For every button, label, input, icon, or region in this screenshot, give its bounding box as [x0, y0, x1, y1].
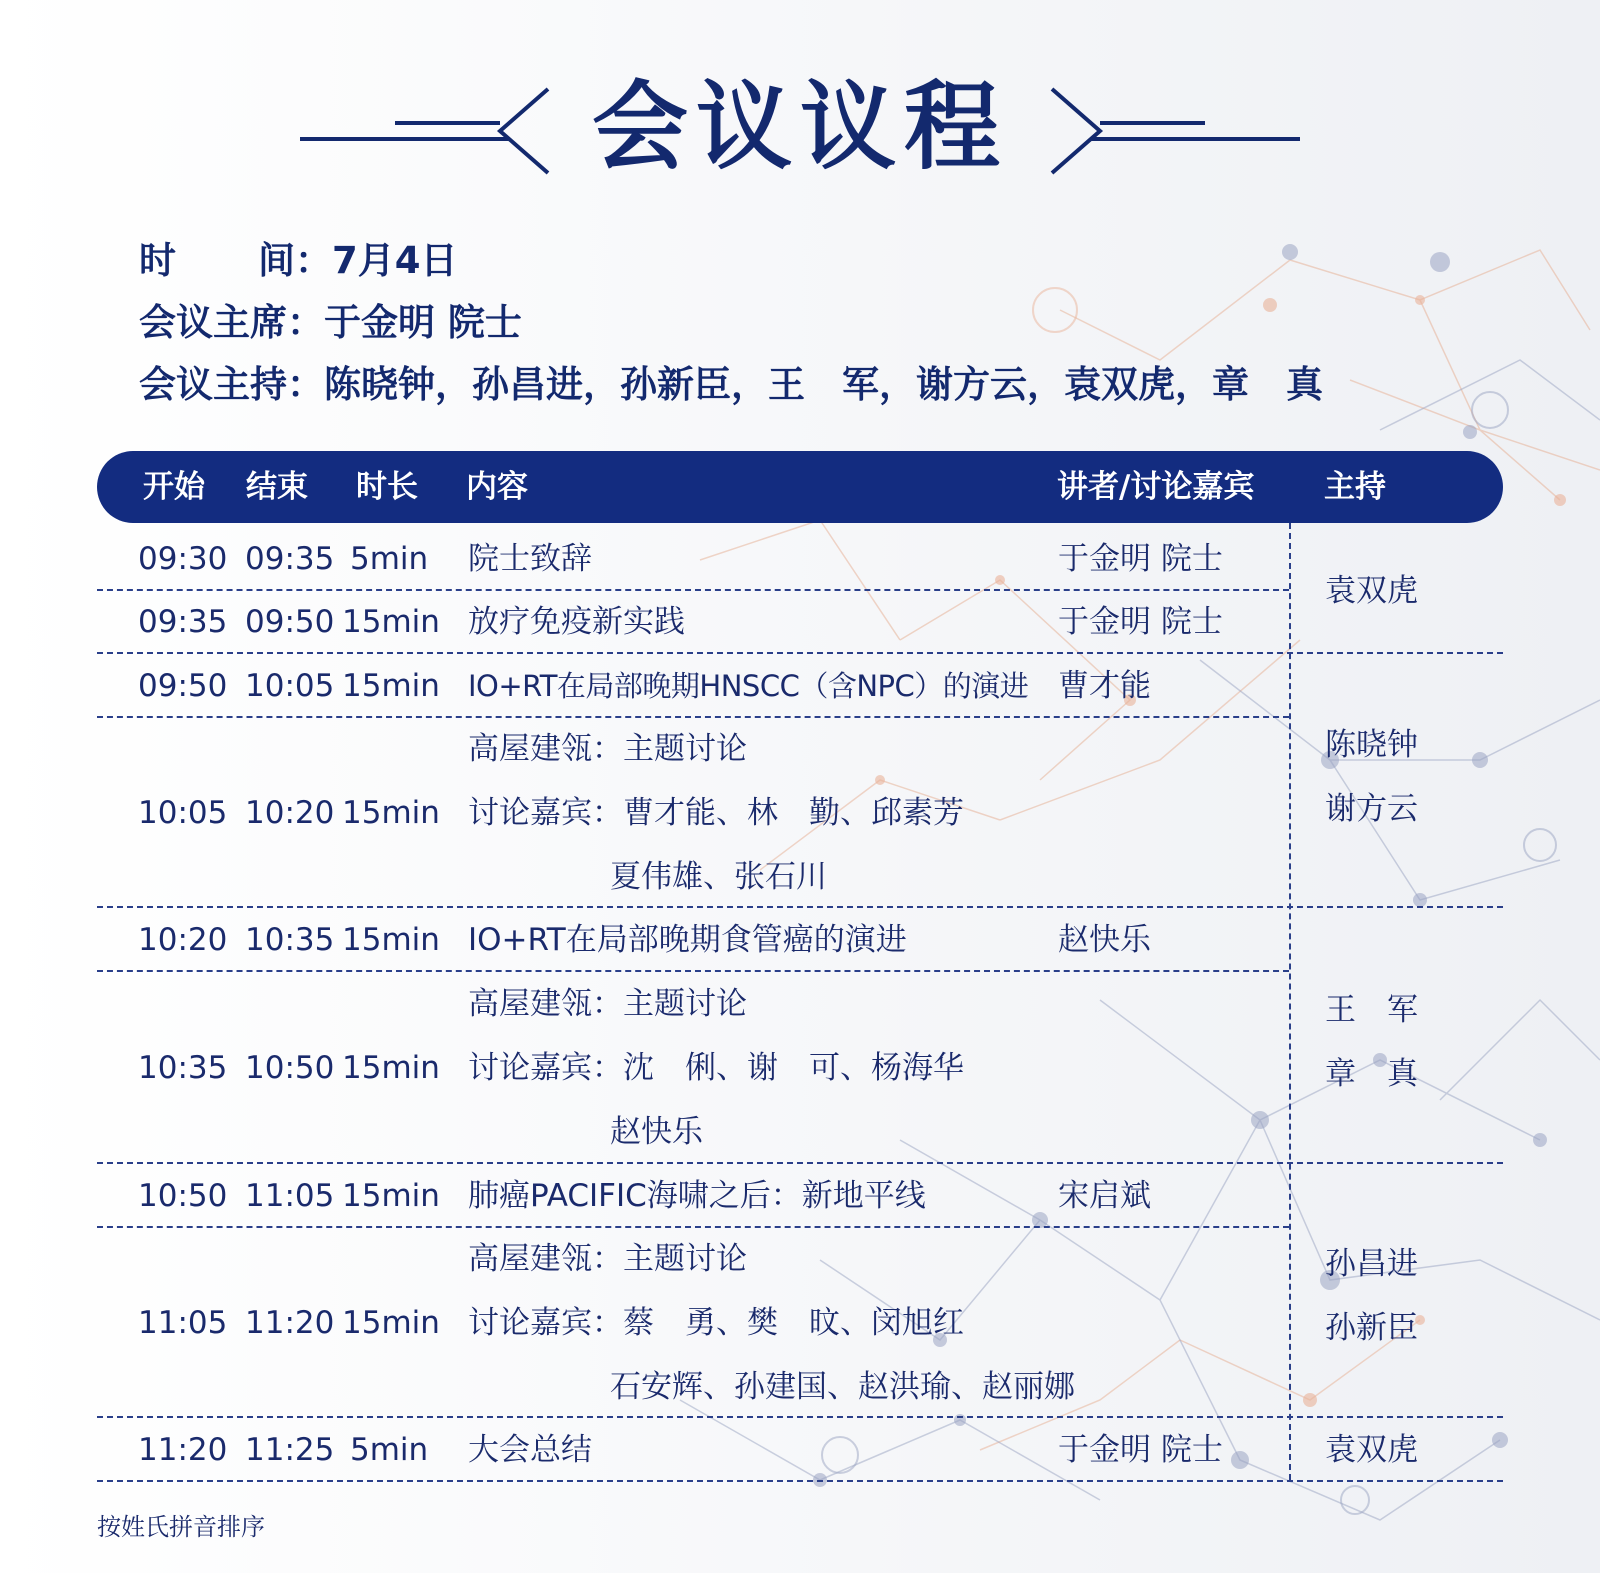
time-value: 7月4日 [332, 239, 458, 282]
footnote: 按姓氏拼音排序 [97, 1513, 265, 1541]
row-divider [97, 716, 1289, 718]
row-divider [97, 1162, 1503, 1164]
row2-start: 09:35 [138, 604, 228, 640]
row3-duration: 15min [342, 668, 440, 704]
row-divider [97, 1416, 1503, 1418]
info-hosts [139, 362, 1323, 408]
row6-end: 10:50 [245, 1050, 335, 1086]
header-content: 内容 [466, 469, 528, 505]
row5-end: 10:35 [245, 922, 335, 958]
info-chair [139, 300, 522, 346]
host-group3-name2: 章 真 [1325, 1056, 1418, 1092]
host-group2-name2: 谢方云 [1325, 791, 1418, 827]
host-group5-name1: 袁双虎 [1325, 1432, 1418, 1468]
row8-duration: 15min [342, 1305, 440, 1341]
row3-content: IO+RT在局部晚期HNSCC（含NPC）的演进 [468, 669, 1029, 703]
row9-content: 大会总结 [468, 1432, 592, 1468]
row-divider [97, 652, 1503, 654]
row1-duration: 5min [350, 541, 429, 577]
row7-duration: 15min [342, 1178, 440, 1214]
row8-end: 11:20 [245, 1305, 335, 1341]
row6-content-line2: 讨论嘉宾：沈 俐、谢 可、杨海华 [468, 1050, 964, 1086]
row2-speaker: 于金明 院士 [1058, 604, 1223, 640]
row4-content-line2: 讨论嘉宾：曹才能、林 勤、邱素芳 [468, 795, 964, 831]
row7-content: 肺癌PACIFIC海啸之后：新地平线 [468, 1178, 926, 1214]
row4-content-line3: 夏伟雄、张石川 [610, 859, 827, 895]
chair-label: 会议主席： [139, 301, 324, 344]
row-divider [97, 589, 1289, 591]
row5-content: IO+RT在局部晚期食管癌的演进 [468, 922, 907, 958]
row4-content-line1: 高屋建瓴：主题讨论 [468, 731, 747, 767]
host-group1-name1: 袁双虎 [1325, 573, 1418, 609]
row2-end: 09:50 [245, 604, 335, 640]
row4-duration: 15min [342, 795, 440, 831]
time-label-2: 间： [258, 239, 332, 282]
row-divider [97, 1480, 1503, 1482]
row6-start: 10:35 [138, 1050, 228, 1086]
row8-content-line2: 讨论嘉宾：蔡 勇、樊 旼、闵旭红 [468, 1305, 964, 1341]
header-speaker: 讲者/讨论嘉宾 [1057, 469, 1255, 505]
header-end: 结束 [246, 469, 308, 505]
row5-speaker: 赵快乐 [1058, 922, 1151, 958]
row8-start: 11:05 [138, 1305, 228, 1341]
row9-speaker: 于金明 院士 [1058, 1432, 1223, 1468]
row1-speaker: 于金明 院士 [1058, 541, 1223, 577]
host-group4-name1: 孙昌进 [1325, 1246, 1418, 1282]
host-group4-name2: 孙新臣 [1325, 1310, 1418, 1346]
row1-end: 09:35 [245, 541, 335, 577]
header-duration: 时长 [356, 469, 418, 505]
row5-start: 10:20 [138, 922, 228, 958]
header-host: 主持 [1324, 469, 1386, 505]
chair-value: 于金明 院士 [324, 301, 522, 344]
row9-end: 11:25 [245, 1432, 335, 1468]
row2-duration: 15min [342, 604, 440, 640]
row7-end: 11:05 [245, 1178, 335, 1214]
host-column-divider [1289, 523, 1291, 1480]
host-group2-name1: 陈晓钟 [1325, 727, 1418, 763]
row1-start: 09:30 [138, 541, 228, 577]
row5-duration: 15min [342, 922, 440, 958]
row3-speaker: 曹才能 [1058, 668, 1151, 704]
row9-duration: 5min [350, 1432, 429, 1468]
page-title: 会议议程 [592, 71, 1008, 183]
time-label: 时 [139, 239, 176, 282]
row1-content: 院士致辞 [468, 541, 592, 577]
row3-end: 10:05 [245, 668, 335, 704]
row-divider [97, 1226, 1289, 1228]
host-group3-name1: 王 军 [1325, 992, 1418, 1028]
row8-content-line1: 高屋建瓴：主题讨论 [468, 1241, 747, 1277]
row6-content-line3: 赵快乐 [610, 1114, 703, 1150]
row8-content-line3: 石安辉、孙建国、赵洪瑜、赵丽娜 [610, 1369, 1075, 1405]
row3-start: 09:50 [138, 668, 228, 704]
row7-speaker: 宋启斌 [1058, 1178, 1151, 1214]
row7-start: 10:50 [138, 1178, 228, 1214]
row-divider [97, 970, 1289, 972]
row6-duration: 15min [342, 1050, 440, 1086]
row4-start: 10:05 [138, 795, 228, 831]
row4-end: 10:20 [245, 795, 335, 831]
hosts-label: 会议主持： [139, 363, 324, 406]
row-divider [97, 906, 1503, 908]
hosts-value: 陈晓钟，孙昌进，孙新臣，王 军，谢方云，袁双虎，章 真 [324, 363, 1323, 406]
header-start: 开始 [143, 469, 205, 505]
info-time [139, 238, 458, 284]
row6-content-line1: 高屋建瓴：主题讨论 [468, 986, 747, 1022]
row2-content: 放疗免疫新实践 [468, 604, 685, 640]
row9-start: 11:20 [138, 1432, 228, 1468]
